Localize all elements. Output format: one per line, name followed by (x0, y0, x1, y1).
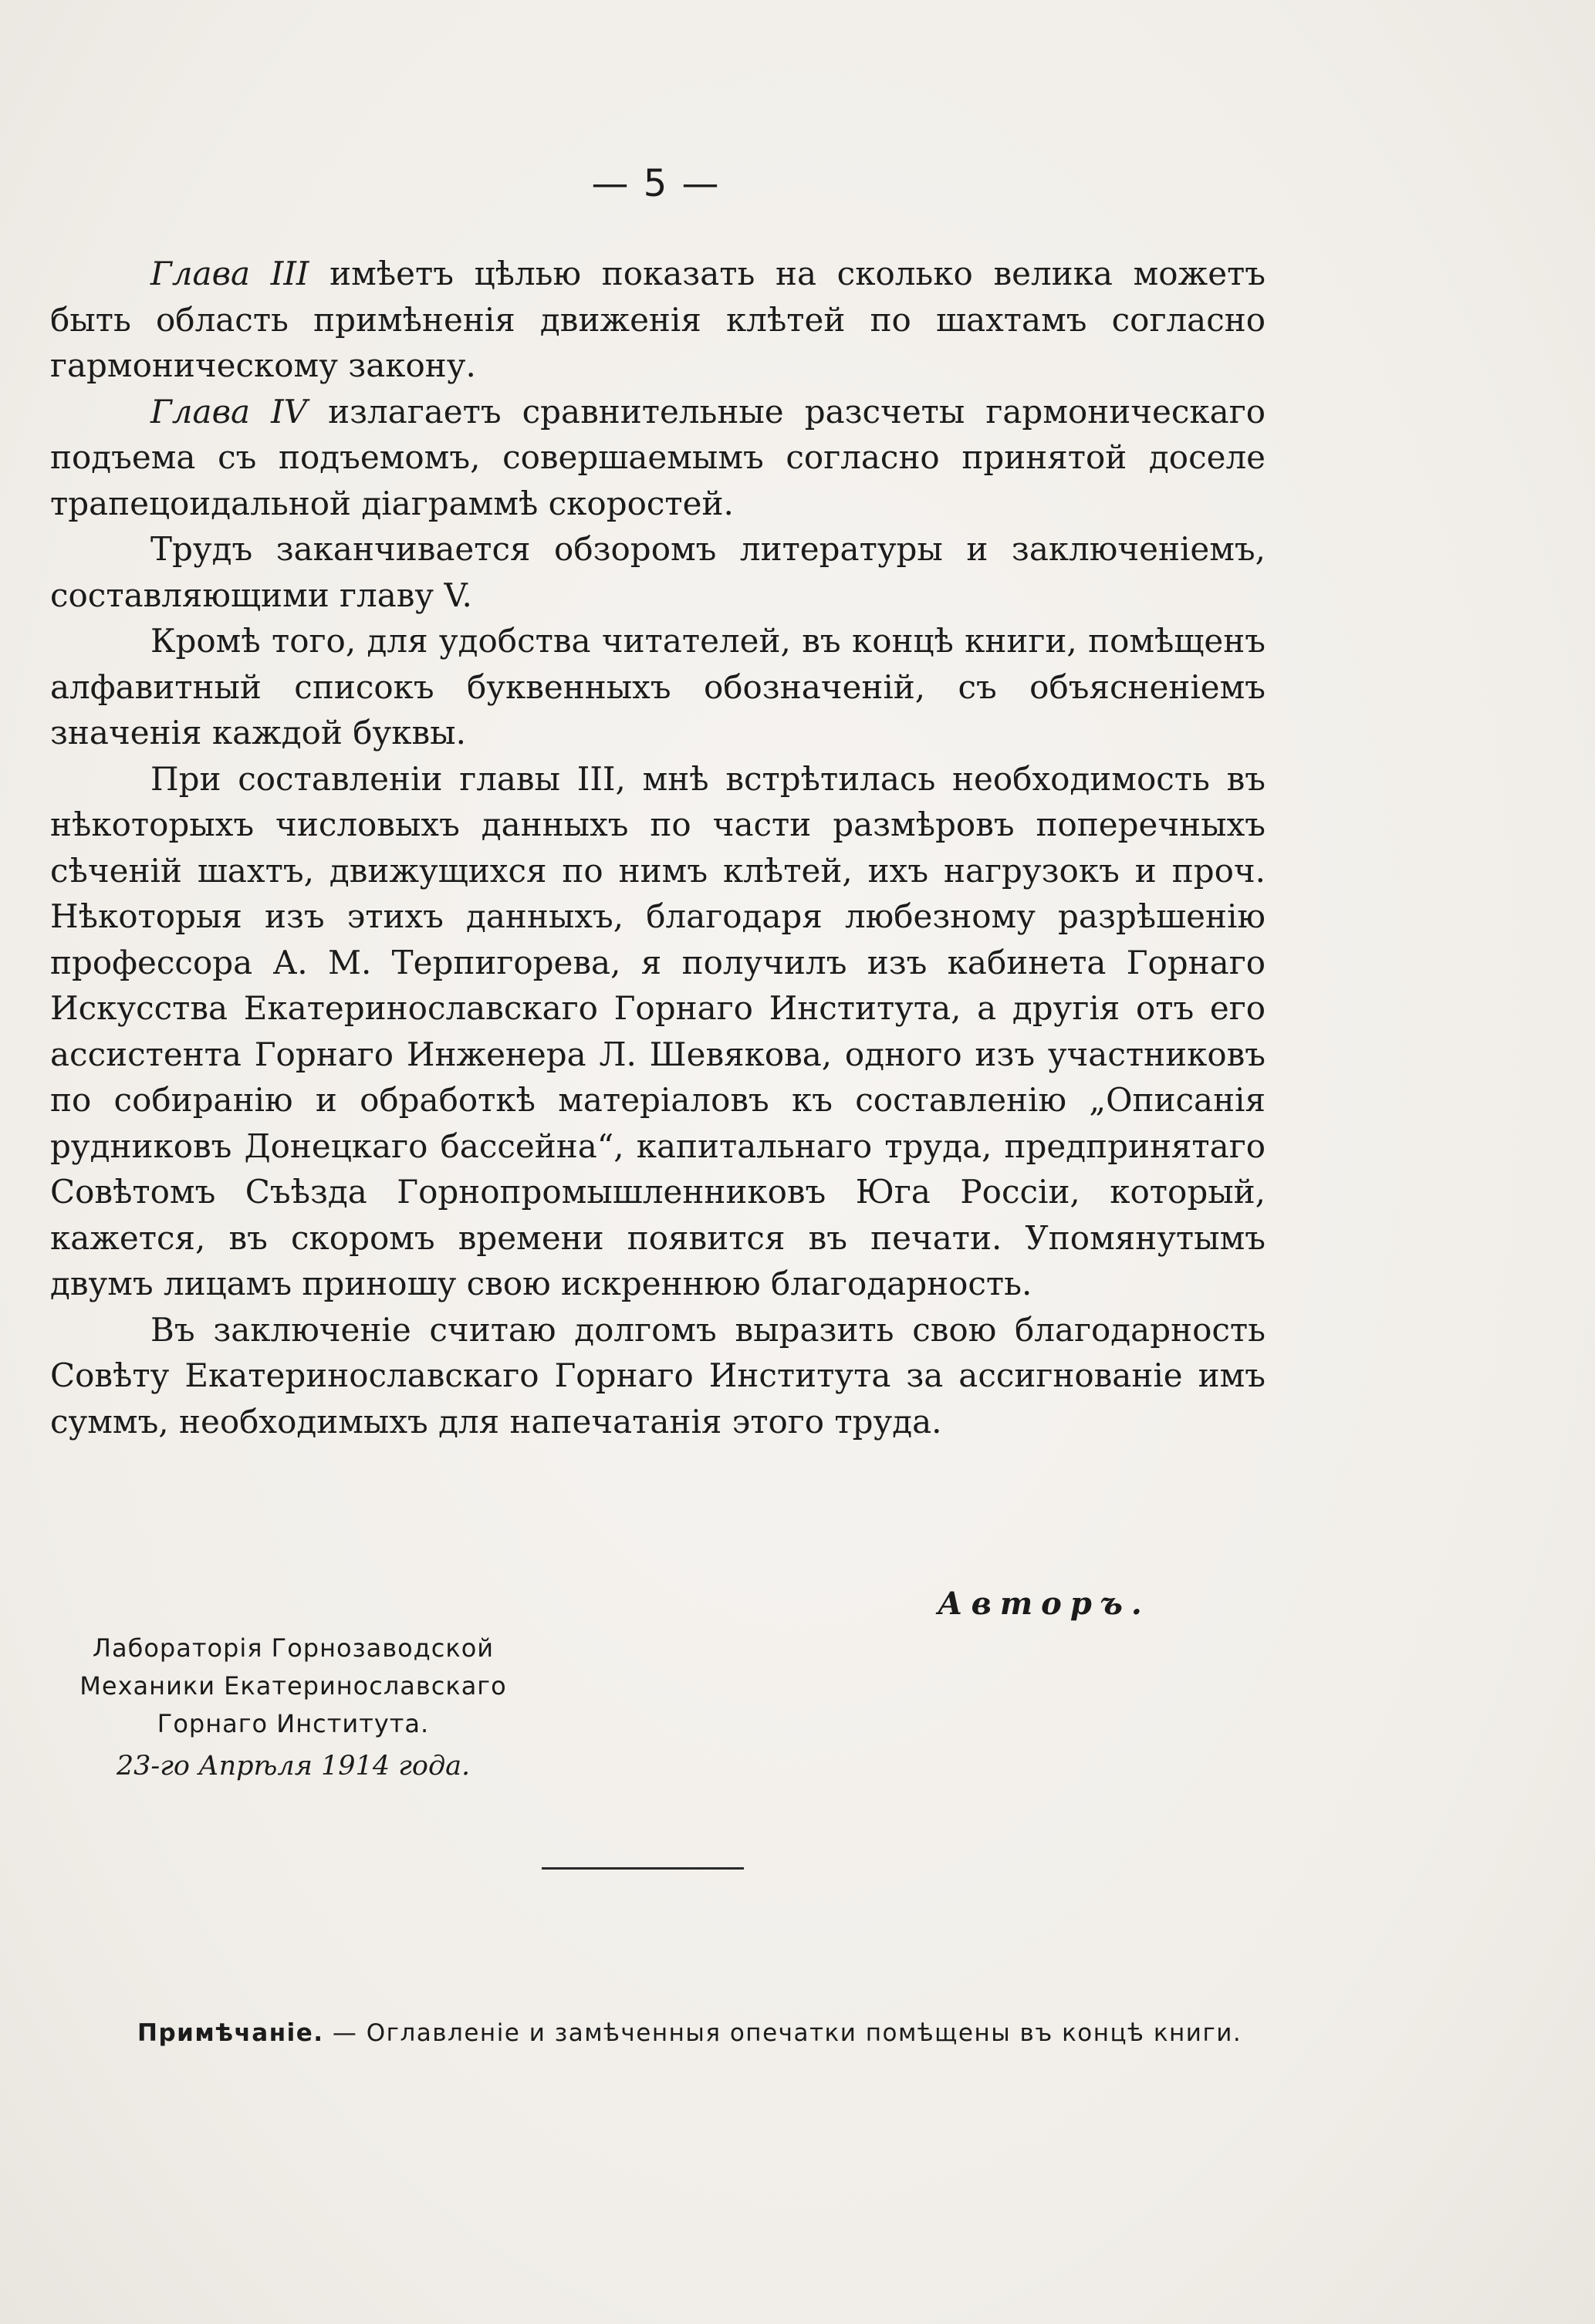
laboratory-line: Механики Екатеринославскаго (79, 1671, 507, 1701)
paragraph-lead: Глава III (150, 255, 309, 292)
laboratory-line: Лабораторія Горнозаводской (92, 1633, 495, 1663)
footnote-label: Примѣчаніе. (137, 2019, 324, 2047)
footnote-text: — Оглавленіе и замѣченныя опечатки помѣщены въ концѣ книги. (323, 2019, 1242, 2047)
paragraph-text: имѣетъ цѣлью показать на сколько велика можетъ быть область примѣненія движенія клѣтей по шахтамъ согласно гармоническому закону. (50, 255, 1266, 384)
paragraph-text: Кромѣ того, для удобства читателей, въ концѣ книги, помѣщенъ алфавитный списокъ буквенныхъ обозначеній, съ объясненіемъ значенія каждой буквы. (50, 622, 1266, 752)
paragraph-lead: Глава IV (150, 392, 308, 431)
body-text (50, 251, 1266, 1444)
paragraph-conclusion-chapter (50, 526, 1266, 618)
footnote (37, 2015, 1256, 2051)
paragraph-acknowledgements (50, 756, 1266, 1307)
paragraph-closing-thanks (50, 1307, 1266, 1445)
laboratory-date: 23-го Апрѣля 1914 года. (116, 1751, 471, 1782)
paragraph-text: Трудъ заканчивается обзоромъ литературы и заключеніемъ, составляющими главу V. (50, 530, 1266, 614)
paragraph-text: При составленіи главы III, мнѣ встрѣтилась необходимость въ нѣкоторыхъ числовыхъ данныхъ по части размѣровъ поперечныхъ сѣченій шахтъ, движущихся по нимъ клѣтей, ихъ нагрузокъ и проч. Нѣкоторыя изъ этихъ данныхъ, благодаря любезному разрѣшенію профессора А. М. Терпигорева, я получилъ изъ кабинета Горнаго Искусства Екатеринославскаго Горнаго Института, а другія отъ его ассистента Горнаго Инженера Л. Шевякова, одного изъ участниковъ по собиранію и обработкѣ матеріаловъ къ составленію „Описанія рудниковъ Донецкаго бассейна“, капитальнаго труда, предпринятаго Совѣтомъ Съѣзда Горнопромышленниковъ Юга Россіи, который, кажется, въ скоромъ времени появится въ печати. Упомянутымъ двумъ лицамъ приношу свою искреннюю благодарность. (50, 759, 1266, 1302)
paragraph-chapter-3 (50, 251, 1266, 389)
laboratory-block (46, 1630, 540, 1785)
page-number: — 5 — (591, 162, 721, 205)
paragraph-text: излагаетъ сравнительные разсчеты гармоническаго подъема съ подъемомъ, совершаемымъ согласно принятой доселе трапецоидальной діаграммѣ скоростей. (50, 392, 1266, 522)
section-divider (542, 1867, 744, 1870)
paragraph-text: Въ заключеніе считаю долгомъ выразить свою благодарность Совѣту Екатеринославскаго Горнаго Института за ассигнованіе имъ суммъ, необходимыхъ для напечатанія этого труда. (50, 1310, 1266, 1441)
paragraph-chapter-4 (50, 389, 1266, 527)
author-signature: Авторъ. (938, 1586, 1151, 1622)
paragraph-symbol-list (50, 618, 1266, 756)
laboratory-line: Горнаго Института. (157, 1709, 430, 1738)
